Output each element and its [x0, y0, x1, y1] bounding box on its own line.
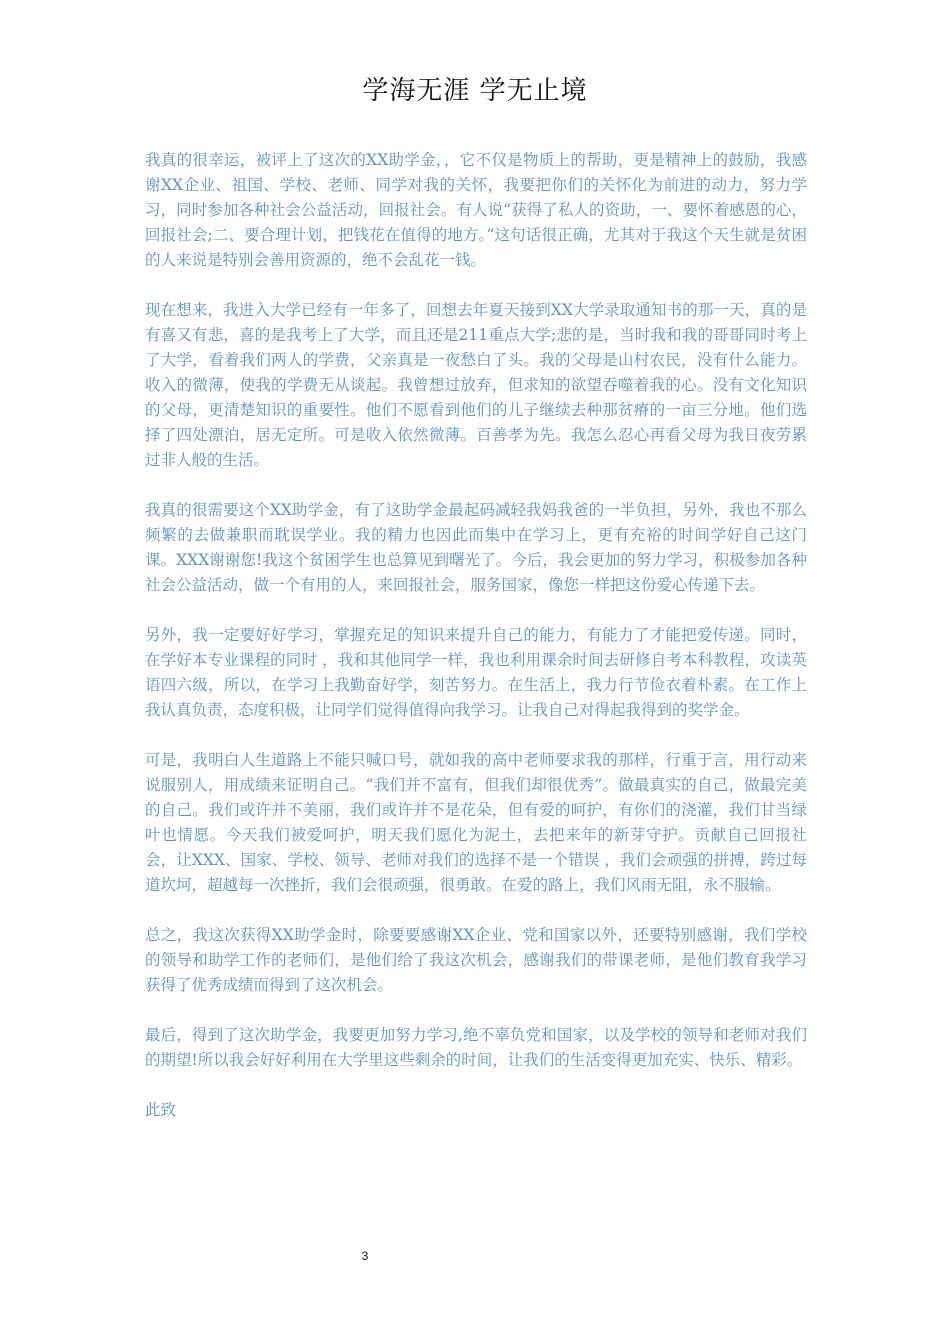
paragraph-7: 最后，得到了这次助学金，我要更加努力学习,绝不辜负党和国家，以及学校的领导和老师对我们的期望!所以我会好好利用在大学里这些剩余的时间，让我们的生活变得更加充实、快乐、精彩。: [145, 1026, 807, 1069]
paragraph-6: 总之，我这次获得XX助学金时，除要要感谢XX企业、党和国家以外，还要特别感谢，我们学校的领导和助学工作的老师们，是他们给了我这次机会，感谢我们的带课老师，是他们教育我学习获得了优秀成绩而得到了这次机会。: [145, 926, 807, 994]
page-title: 学海无涯 学无止境: [362, 76, 588, 106]
paragraph-4: 另外，我一定要好好学习，掌握充足的知识来提升自己的能力，有能力了才能把爱传递。同时，在学好本专业课程的同时 ，我和其他同学一样，我也利用课余时间去研修自考本科教程，攻读英语四六级，所以，在学习上我勤奋好学，刻苦努力。在生活上，我力行节俭衣着朴素。在工作上我认真负责，态度积极，让同学们觉得值得向我学习。让我自己对得起我得到的奖学金。: [145, 626, 807, 719]
paragraph-5: 可是，我明白人生道路上不能只喊口号，就如我的高中老师要求我的那样，行重于言，用行动来说服别人，用成绩来证明自己。“我们并不富有，但我们却很优秀”。做最真实的自己，做最完美的自己。我们或许并不美丽，我们或许并不是花朵，但有爱的呵护，有你们的浇灌，我们甘当绿叶也情愿。今天我们被爱呵护，明天我们愿化为泥土，去把来年的新芽守护。贡献自己回报社会，让XXX、国家、学校、领导、老师对我们的选择不是一个错误 ，我们会顽强的拼搏，跨过每道坎坷，超越每一次挫折，我们会很顽强，很勇敢。在爱的路上，我们风雨无阻，永不服输。: [145, 751, 807, 894]
letter-body: [145, 148, 807, 1148]
page-number: 3: [361, 1249, 369, 1263]
paragraph-3: 我真的很需要这个XX助学金，有了这助学金最起码减轻我妈我爸的一半负担，另外，我也不那么频繁的去做兼职而耽误学业。我的精力也因此而集中在学习上，更有充裕的时间学好自己这门课。XXX谢谢您!我这个贫困学生也总算见到曙光了。今后，我会更加的努力学习，积极参加各种社会公益活动，做一个有用的人，来回报社会，服务国家，像您一样把这份爱心传递下去。: [145, 501, 807, 594]
paragraph-2: 现在想来，我进入大学已经有一年多了，回想去年夏天接到XX大学录取通知书的那一天，真的是有喜又有悲，喜的是我考上了大学，而且还是211重点大学;悲的是，当时我和我的哥哥同时考上了大学，看着我们两人的学费，父亲真是一夜愁白了头。我的父母是山村农民，没有什么能力。收入的微薄，使我的学费无从谈起。我曾想过放弃，但求知的欲望吞噬着我的心。没有文化知识的父母，更清楚知识的重要性。他们不愿看到他们的儿子继续去种那贫瘠的一亩三分地。他们选择了四处漂泊，居无定所。可是收入依然微薄。百善孝为先。我怎么忍心再看父母为我日夜劳累过非人般的生活。: [145, 301, 807, 469]
paragraph-1: 我真的很幸运，被评上了这次的XX助学金，，它不仅是物质上的帮助，更是精神上的鼓励，我感谢XX企业、祖国、学校、老师、同学对我的关怀，我要把你们的关怀化为前进的动力，努力学习，同时参加各种社会公益活动，回报社会。有人说“获得了私人的资助，一、要怀着感恩的心，回报社会;二、要合理计划，把钱花在值得的地方。”这句话很正确，尤其对于我这个天生就是贫困的人来说是特别会善用资源的，绝不会乱花一钱。: [145, 151, 807, 269]
closing-salutation: 此致: [145, 1101, 177, 1119]
